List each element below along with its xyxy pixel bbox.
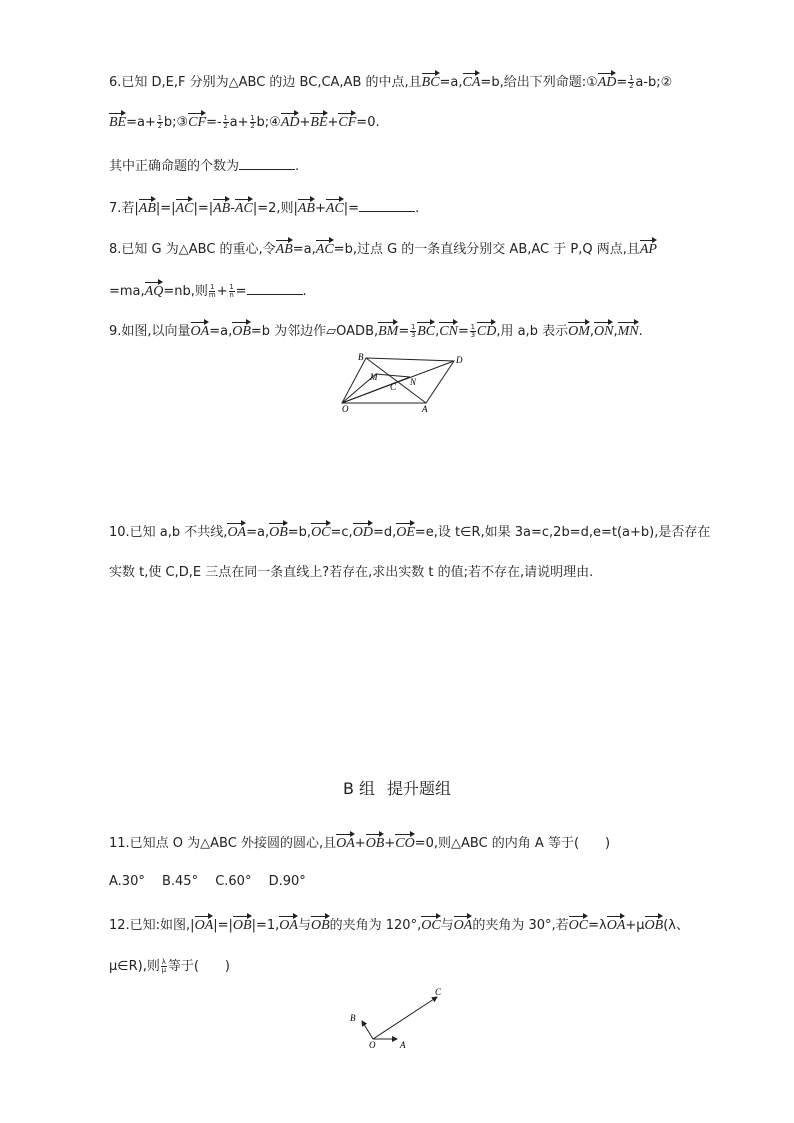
numerator: 1 bbox=[411, 323, 416, 331]
text: + bbox=[216, 284, 228, 299]
text: = bbox=[235, 284, 247, 299]
vector-figure bbox=[345, 985, 450, 1053]
segment-mn bbox=[376, 374, 410, 377]
numerator: 1 bbox=[250, 114, 255, 122]
vector-cd: CD bbox=[477, 321, 496, 341]
vector-ad: AD bbox=[598, 72, 617, 92]
fraction bbox=[209, 284, 216, 299]
numerator: 1 bbox=[223, 114, 228, 122]
vector-mn: MN bbox=[618, 321, 639, 341]
numerator: 1 bbox=[470, 323, 476, 331]
q7-line bbox=[109, 198, 419, 218]
denominator: 2 bbox=[629, 82, 634, 90]
label-m: M bbox=[370, 372, 378, 382]
vector-ac: AC bbox=[326, 198, 344, 218]
q11-options bbox=[109, 873, 306, 891]
text: |=| bbox=[193, 201, 214, 216]
vector-ac: AC bbox=[235, 198, 253, 218]
text: =a, bbox=[292, 242, 316, 257]
arrow-oc bbox=[373, 997, 437, 1039]
text: , bbox=[435, 324, 440, 339]
text: 与 bbox=[440, 918, 454, 933]
label-b: B bbox=[350, 1013, 356, 1023]
text: =0,则△ABC 的内角 A 等于( ) bbox=[414, 836, 611, 851]
text: 12.已知:如图,| bbox=[109, 918, 195, 933]
text: =- bbox=[206, 115, 222, 130]
denominator: n bbox=[229, 291, 234, 299]
q8-line1 bbox=[109, 239, 657, 259]
vector-ob: OB bbox=[366, 833, 385, 853]
numerator: 1 bbox=[629, 74, 634, 82]
text: +μ bbox=[625, 918, 645, 933]
text: =a, bbox=[439, 75, 463, 90]
q6-line2 bbox=[109, 112, 380, 132]
label-a: A bbox=[400, 1040, 406, 1050]
q12-line1 bbox=[109, 915, 689, 935]
text: 与 bbox=[297, 918, 311, 933]
text: =b,给出下列命题:① bbox=[480, 75, 598, 90]
vector-ob: OB bbox=[232, 321, 251, 341]
text: . bbox=[638, 324, 643, 339]
denominator: 2 bbox=[223, 122, 228, 130]
text: 11.已知点 O 为△ABC 外接圆的圆心,且 bbox=[109, 836, 337, 851]
numerator: λ bbox=[161, 958, 166, 966]
text: ,用 a,b 表示 bbox=[496, 324, 569, 339]
vector-co: CO bbox=[395, 833, 414, 853]
text: . bbox=[302, 284, 307, 299]
numerator: 1 bbox=[229, 283, 234, 291]
text: 6.已知 D,E,F 分别为△ABC 的边 BC,CA,AB 的中点,且 bbox=[109, 75, 422, 90]
text: |= bbox=[343, 201, 360, 216]
vector-ab: AB bbox=[213, 198, 230, 218]
fraction bbox=[410, 324, 416, 339]
vector-ab: AB bbox=[276, 239, 293, 259]
text: =b,过点 G 的一条直线分别交 AB,AC 于 P,Q 两点,且 bbox=[333, 242, 640, 257]
text: =a, bbox=[209, 324, 233, 339]
q10-line2 bbox=[109, 564, 593, 582]
vector-aq: AQ bbox=[145, 281, 164, 301]
text: |=| bbox=[155, 201, 176, 216]
vector-ab: AB bbox=[139, 198, 156, 218]
text: |=| bbox=[213, 918, 233, 933]
fraction bbox=[229, 284, 235, 299]
fraction bbox=[250, 115, 256, 130]
text: 9.如图,以向量 bbox=[109, 324, 191, 339]
answer-options: A.30° B.45° C.60° D.90° bbox=[109, 874, 306, 889]
vector-oc: OC bbox=[311, 522, 330, 542]
vector-ob: OB bbox=[233, 915, 252, 935]
text: = bbox=[457, 324, 469, 339]
fraction bbox=[161, 959, 167, 974]
q9-line bbox=[109, 321, 643, 341]
numerator: 1 bbox=[157, 114, 163, 122]
text: . bbox=[295, 159, 300, 174]
answer-blank[interactable] bbox=[239, 157, 295, 170]
q6-line3 bbox=[109, 157, 299, 176]
text: 的夹角为 120°, bbox=[329, 918, 422, 933]
text: + bbox=[314, 201, 326, 216]
text: (λ、 bbox=[663, 918, 689, 933]
text: 等于( ) bbox=[167, 959, 230, 974]
vector-ob: OB bbox=[645, 915, 664, 935]
numerator: 1 bbox=[210, 283, 215, 291]
text: + bbox=[384, 836, 396, 851]
vector-bc: BC bbox=[422, 72, 440, 92]
label-a: A bbox=[422, 404, 428, 414]
section-heading bbox=[0, 776, 794, 799]
denominator: m bbox=[208, 291, 216, 299]
arrow-ob bbox=[362, 1021, 373, 1039]
text: , bbox=[589, 324, 594, 339]
label-c: C bbox=[390, 382, 397, 392]
vector-ab: AB bbox=[298, 198, 315, 218]
text: + bbox=[354, 836, 366, 851]
text: =ma, bbox=[109, 284, 145, 299]
vector-om: OM bbox=[568, 321, 590, 341]
denominator: 3 bbox=[470, 331, 476, 339]
text: = bbox=[616, 75, 628, 90]
vector-oa: OA bbox=[195, 915, 214, 935]
vector-bm: BM bbox=[378, 321, 398, 341]
text: b;④ bbox=[256, 115, 281, 130]
text: =a, bbox=[246, 525, 270, 540]
vector-od: OD bbox=[353, 522, 373, 542]
text: - bbox=[230, 201, 235, 216]
vector-oa: OA bbox=[227, 522, 246, 542]
label-b: B bbox=[358, 352, 364, 362]
answer-blank[interactable] bbox=[247, 282, 303, 295]
text: =b, bbox=[287, 525, 312, 540]
vector-oa: OA bbox=[607, 915, 626, 935]
text: 其中正确命题的个数为 bbox=[109, 159, 240, 174]
text: 7.若| bbox=[109, 201, 139, 216]
vector-cn: CN bbox=[439, 321, 458, 341]
vector-ob: OB bbox=[311, 915, 330, 935]
vector-oe: OE bbox=[396, 522, 415, 542]
vector-oc: OC bbox=[421, 915, 440, 935]
text: =λ bbox=[588, 918, 607, 933]
q11-stem bbox=[109, 833, 610, 853]
text: =b 为邻边作▱OADB, bbox=[250, 324, 379, 339]
text: + bbox=[299, 115, 311, 130]
text: =e,设 t∈R,如果 3a=c,2b=d,e=t(a+b),是否存在 bbox=[414, 525, 711, 540]
text: =nb,则 bbox=[163, 284, 208, 299]
text: =a+ bbox=[126, 115, 156, 130]
vector-cf: CF bbox=[188, 112, 206, 132]
vector-oa: OA bbox=[336, 833, 355, 853]
text: |=1, bbox=[251, 918, 280, 933]
vector-ac: AC bbox=[176, 198, 194, 218]
text: =c, bbox=[330, 525, 353, 540]
q10-line1 bbox=[109, 522, 710, 542]
vector-oa: OA bbox=[191, 321, 210, 341]
text: 实数 t,使 C,D,E 三点在同一条直线上?若存在,求出实数 t 的值;若不存在,请说明理由. bbox=[109, 565, 594, 580]
vector-ap: AP bbox=[640, 239, 657, 259]
vector-on: ON bbox=[594, 321, 613, 341]
label-c: C bbox=[435, 987, 442, 997]
text: =d, bbox=[372, 525, 397, 540]
text: 10.已知 a,b 不共线, bbox=[109, 525, 228, 540]
q12-line2 bbox=[109, 958, 230, 976]
vector-ca: CA bbox=[463, 72, 481, 92]
fraction bbox=[628, 75, 634, 90]
text: =0. bbox=[356, 115, 380, 130]
text: + bbox=[327, 115, 339, 130]
denominator: 2 bbox=[250, 122, 255, 130]
text: 的夹角为 30°,若 bbox=[472, 918, 569, 933]
text: μ∈R),则 bbox=[109, 959, 160, 974]
text: , bbox=[613, 324, 618, 339]
vector-ad: AD bbox=[281, 112, 300, 132]
answer-blank[interactable] bbox=[359, 199, 415, 212]
fraction bbox=[470, 324, 476, 339]
fraction bbox=[223, 115, 229, 130]
vector-ac: AC bbox=[316, 239, 334, 259]
text: |=2,则| bbox=[252, 201, 298, 216]
section-group: B 组 bbox=[342, 779, 376, 798]
text: a+ bbox=[229, 115, 249, 130]
text: 8.已知 G 为△ABC 的重心,令 bbox=[109, 242, 276, 257]
vector-be: BE bbox=[109, 112, 126, 132]
vector-be: BE bbox=[310, 112, 327, 132]
vector-cf: CF bbox=[338, 112, 356, 132]
q8-line2 bbox=[109, 281, 307, 301]
vector-ob: OB bbox=[269, 522, 288, 542]
vector-oc: OC bbox=[569, 915, 588, 935]
text: a-b;② bbox=[635, 75, 673, 90]
denominator: μ bbox=[161, 966, 167, 974]
denominator: 3 bbox=[411, 331, 416, 339]
q6-line1 bbox=[109, 72, 672, 92]
denominator: 2 bbox=[157, 122, 163, 130]
vector-oa: OA bbox=[454, 915, 473, 935]
text: b;③ bbox=[163, 115, 189, 130]
text: . bbox=[415, 201, 420, 216]
label-d: D bbox=[456, 355, 463, 365]
vector-oa: OA bbox=[279, 915, 298, 935]
section-title: 提升题组 bbox=[387, 779, 452, 798]
parallelogram-figure bbox=[330, 350, 465, 415]
label-n: N bbox=[410, 377, 417, 387]
text: = bbox=[398, 324, 410, 339]
label-o: O bbox=[369, 1040, 376, 1050]
fraction bbox=[157, 115, 163, 130]
label-o: O bbox=[342, 404, 349, 414]
vector-bc: BC bbox=[417, 321, 435, 341]
